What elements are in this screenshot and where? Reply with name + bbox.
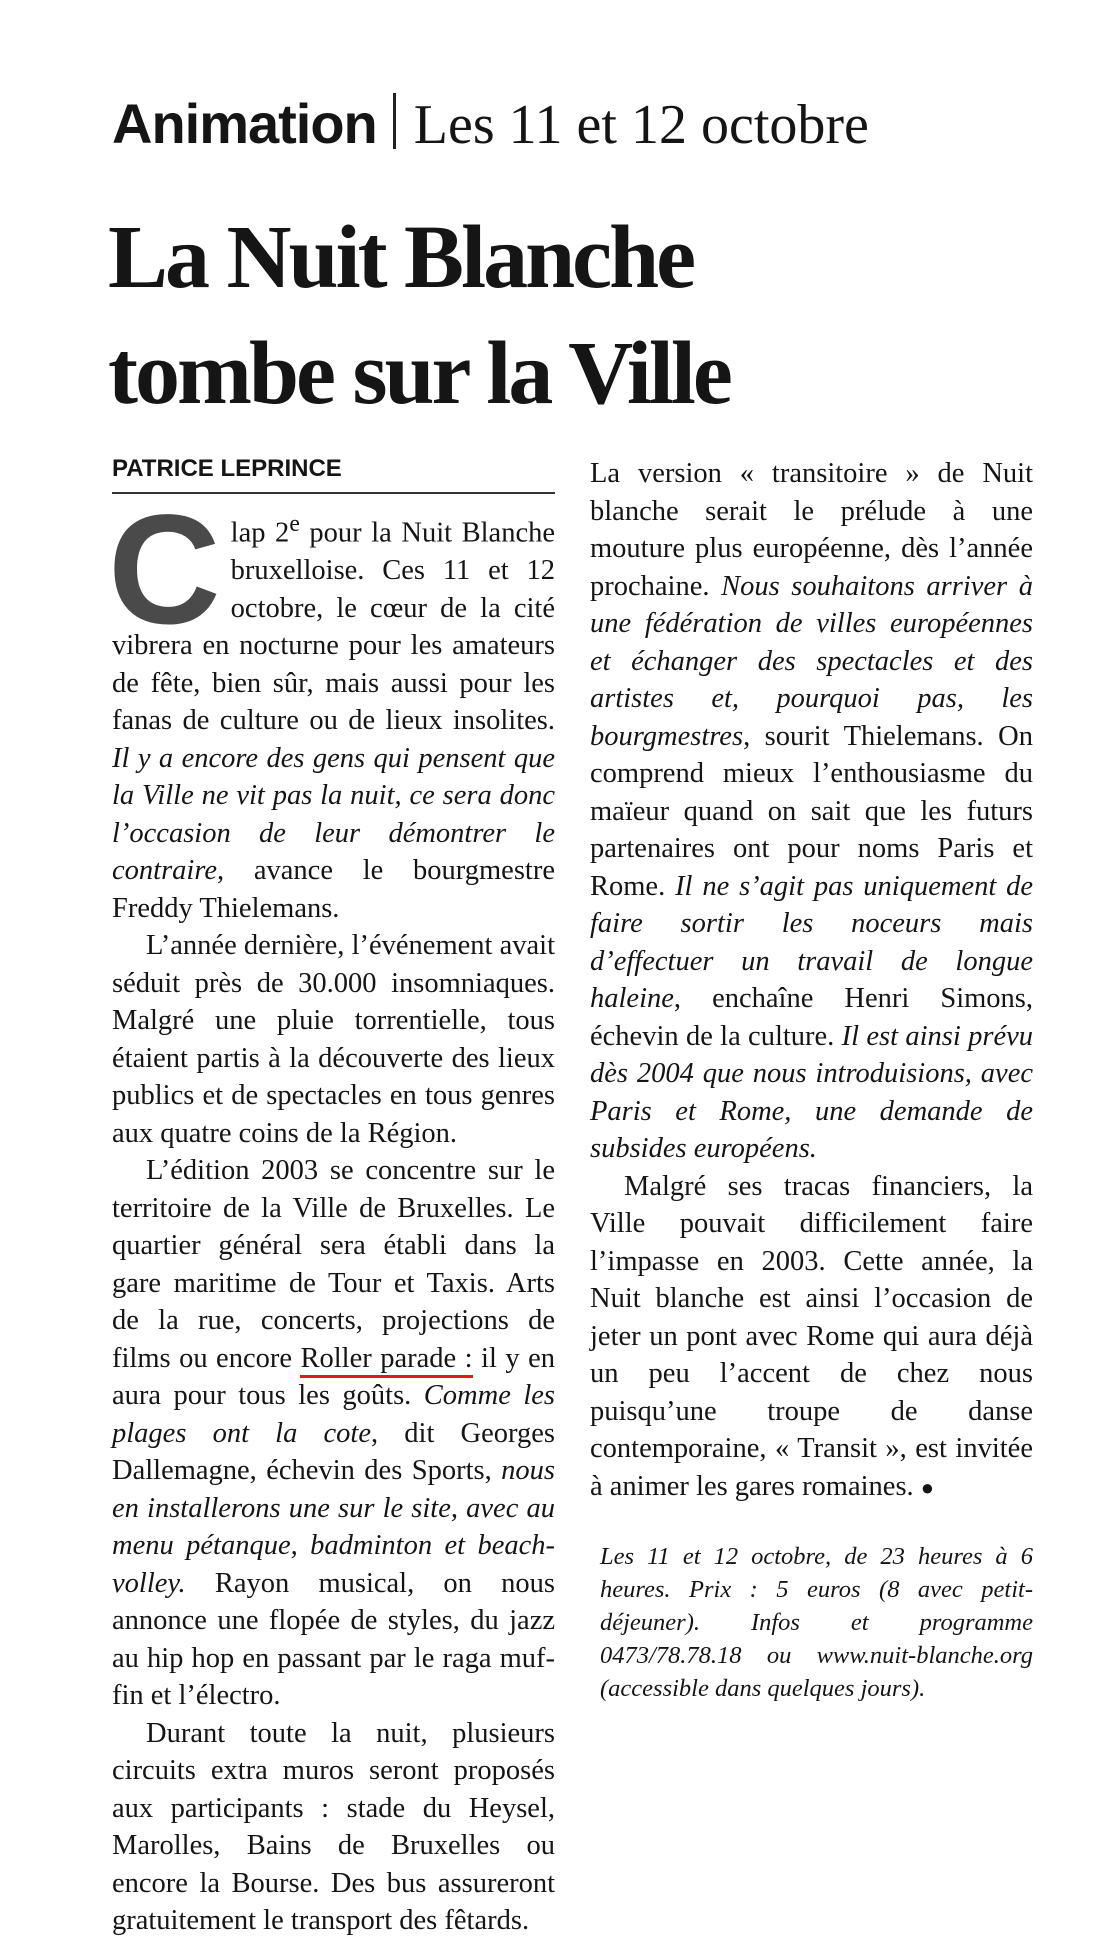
headline-line-2: tombe sur la Ville	[108, 324, 730, 423]
kicker-dates: Les 11 et 12 octobre	[413, 94, 869, 156]
section-kicker	[112, 92, 869, 157]
quote: Comme les plages ont la cote	[112, 1380, 555, 1449]
quote: Nous souhaitons arriver à une fédération de villes européennes et échanger des spectacles et des artistes et, pourquoi pas, les bourgmestres	[590, 570, 1033, 752]
quote: Il y a encore des gens qui pensent que la Ville ne vit pas la nuit, ce sera donc l’occasion de leur démontrer le contraire	[112, 742, 555, 886]
article-column-right	[590, 455, 1033, 1705]
paragraph-1: Clap 2e pour la Nuit Blanche bruxelloise. Ces 11 et 12 octobre, le cœur de la cité vibrera en nocturne pour les amateurs de fête, bien sûr, mais aussi pour les fanas de culture ou de lieux insolites. Il y a encore des gens qui pensent que la Ville ne vit pas la nuit, ce sera donc l’occasion de leur démontrer le contraire, avance le bourgmestre Freddy Thielemans.	[108, 483, 555, 924]
article-column-left	[108, 455, 555, 1940]
section-label: Animation	[112, 92, 377, 155]
kicker-divider	[393, 93, 396, 149]
paragraph-3: L’édition 2003 se concentre sur le territoire de la Ville de Bruxelles. Le quartier général sera établi dans la gare maritime de Tour et Taxis. Arts de la rue, concerts, projections de films ou encore Roller parade : il y en aura pour tous les goûts. Comme les plages ont la cote, dit Georges Dallemagne, échevin des Sports, nous en installerons une sur le site, avec au menu pétanque, badminton et beach-volley. Rayon musical, on nous annonce une flopée de styles, du jazz au hip hop en passant par le raga muffin et l’électro.	[112, 1155, 555, 1711]
paragraph-4: Durant toute la nuit, plusieurs circuits extra muros seront proposés aux participants : stade du Heysel, Marolles, Bains de Bruxelles ou encore la Bourse. Des bus assureront gratuitement le transport des fêtards.	[112, 1717, 555, 1936]
byline: PATRICE LEPRINCE	[112, 455, 555, 494]
quote: Il ne s’agit pas uniquement de faire sortir les noceurs mais d’effectuer un travail de longue haleine	[590, 870, 1034, 1014]
drop-cap: C	[108, 483, 221, 657]
paragraph-5: La version « transitoire » de Nuit blanche serait le prélude à une mouture plus européenne, dès l’année prochaine. Nous souhaitons arriver à une fédération de villes européennes et échanger des spectacles et des artistes et, pourquoi pas, les bourgmestres, sourit Thielemans. On comprend mieux l’enthousiasme du maïeur quand on sait que les futurs partenaires ont pour noms Paris et Rome. Il ne s’agit pas uniquement de faire sortir les noceurs mais d’effectuer un travail de longue haleine, enchaîne Henri Simons, échevin de la culture. Il est ainsi prévu dès 2004 que nous introduisions, avec Paris et Rome, une demande de subsides européens.	[590, 458, 1034, 1164]
highlighted-phrase: Roller parade :	[300, 1343, 472, 1378]
quote: Il est ainsi prévu dès 2004 que nous introduisions, avec Paris et Rome, une demande de subsides européens.	[590, 1020, 1033, 1164]
quote: nous en installerons une sur le site, avec au menu pétanque, badminton et beach-volley.	[112, 1455, 555, 1599]
end-mark: ●	[920, 1474, 935, 1500]
headline	[108, 200, 1008, 432]
headline-line-1: La Nuit Blanche	[108, 208, 694, 307]
paragraph-6: Malgré ses tracas financiers, la Ville pouvait difficilement faire l’impasse en 2003. Cette année, la Nuit blanche est ainsi l’occasion de jeter un pont avec Rome qui aura déjà un peu l’accent de chez nous puisqu’une troupe de danse contemporaine, « Transit », est invitée à animer les gares romaines. ●	[590, 1170, 1033, 1502]
practical-info: Les 11 et 12 octobre, de 23 heures à 6 heures. Prix : 5 euros (8 avec petit-déjeuner). Infos et programme 0473/78.78.18 ou www.nuit-blanche.org (accessible dans quelques jours).	[600, 1543, 1033, 1702]
paragraph-2: L’année dernière, l’événement avait séduit près de 30.000 insomniaques. Malgré une pluie torrentielle, tous étaient partis à la découverte des lieux publics et de spectacles en tous genres aux quatre coins de la Région.	[112, 930, 555, 1149]
